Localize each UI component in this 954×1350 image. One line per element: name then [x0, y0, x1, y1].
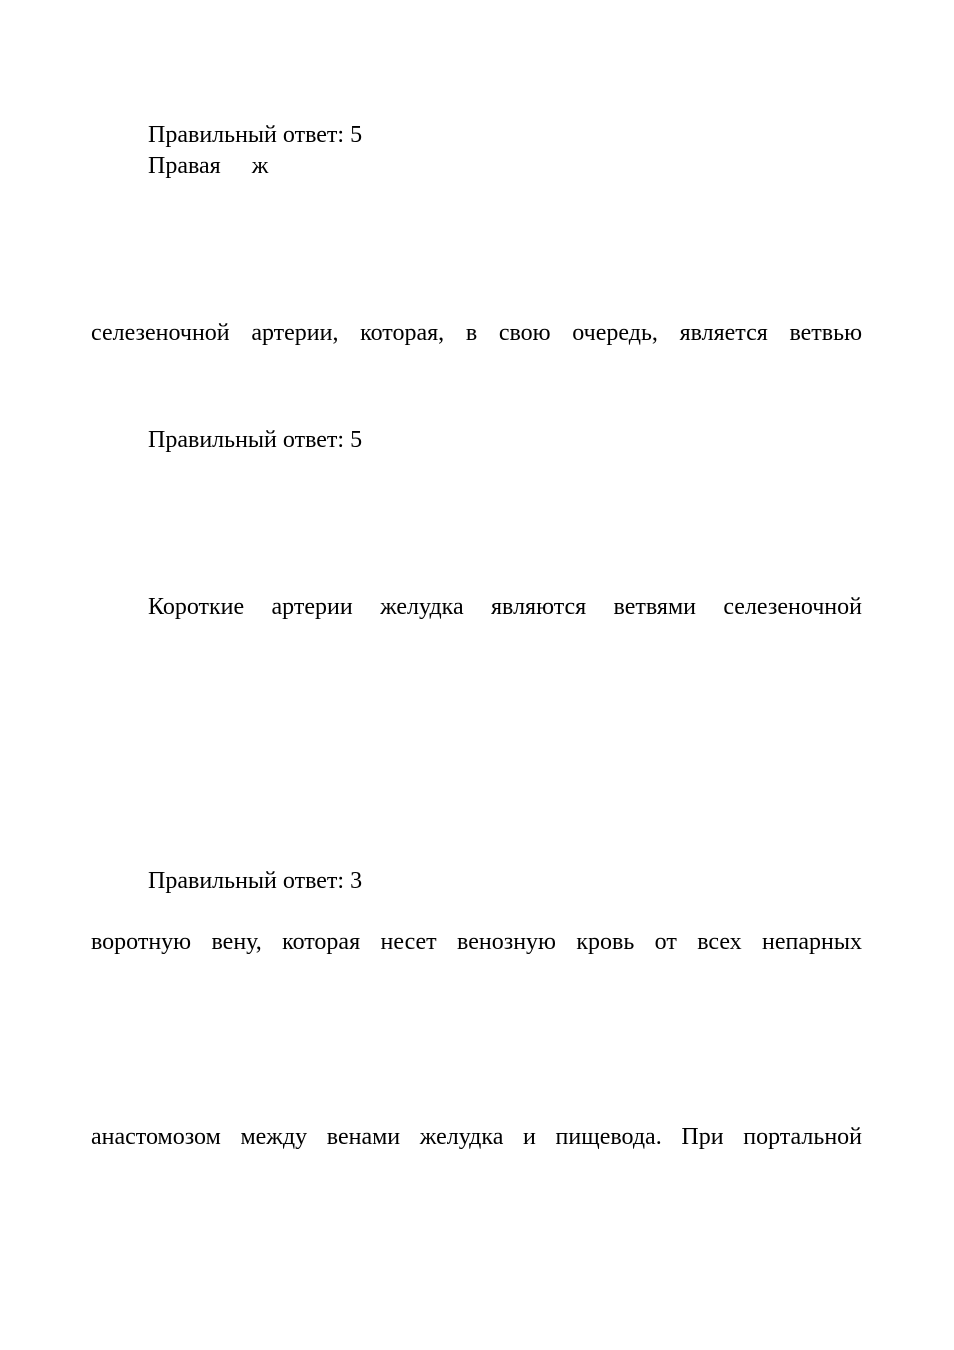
paragraph-line: воротную вену, которая несет венозную кровь от всех непарных [91, 929, 862, 955]
text-fragment-line [148, 152, 268, 180]
correct-answer-line: Правильный ответ: 5 [148, 122, 363, 148]
paragraph-line: селезеночной артерии, которая, в свою очередь, является ветвью [91, 320, 862, 346]
text-word: Правая [148, 153, 221, 179]
paragraph-line: Короткие артерии желудка являются ветвями селезеночной [148, 594, 862, 620]
text-word: ж [251, 153, 269, 179]
correct-answer-line: Правильный ответ: 3 [148, 868, 363, 894]
correct-answer-line: Правильный ответ: 5 [148, 427, 363, 453]
paragraph-line: анастомозом между венами желудка и пищевода. При портальной [91, 1124, 862, 1150]
